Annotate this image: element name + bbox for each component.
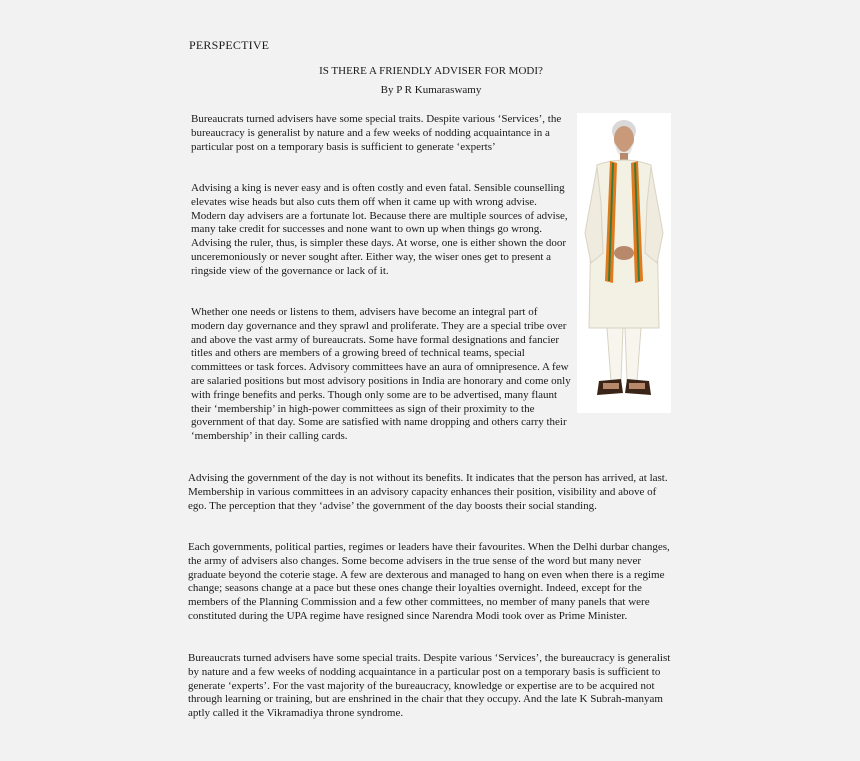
paragraph-4: Advising the government of the day is not without its benefits. It indicates that the person has arrived, at last. Membership in various committees in an advisory capacity enhances their position, visibility and above of ego. The perception that they ‘advise’ the government of the day boosts their social standing. — [188, 472, 668, 512]
article-title: IS THERE A FRIENDLY ADVISER FOR MODI? — [319, 65, 543, 77]
paragraph-1: Bureaucrats turned advisers have some special traits. Despite various ‘Services’, the bureaucracy is generalist by nature and a few weeks of nodding acquaintance in a particular post on a temporary basis is sufficient to generate ‘experts’ — [191, 113, 562, 153]
article-byline: By P R Kumaraswamy — [380, 84, 482, 96]
paragraph-5: Each governments, political parties, regimes or leaders have their favourites. When the Delhi durbar changes, the army of advisers also changes. Some become advisers in the true sense of the word but many never graduate beyond the coterie stage. A few are dexterous and managed to hang on even when there is a regime change; seasons change at a pace but these ones change their loyalties overnight. Indeed, except for the members of the Planning Commission and a few other committees, no member of many panels that were constituted during the UPA regime have resigned since Narendra Modi took over as Prime Minister. — [188, 541, 670, 622]
paragraph-6: Bureaucrats turned advisers have some special traits. Despite various ‘Services’, the bureaucracy is generalist by nature and a few weeks of nodding acquaintance in a particular post on a temporary basis is sufficient to generate ‘experts’. For the vast majority of the bureaucracy, knowledge or expertise are to be acquired not through learning or training, but are enshrined in the chair that they occupy. And the late K Subrah-manyam aptly called it the Vikramadiya throne syndrome. — [188, 652, 671, 720]
paragraph-2: Advising a king is never easy and is often costly and even fatal. Sensible counselling elevates wise heads but also cuts them off when it came up with wrong advise. Modern day advisers are a fortunate lot. Because there are multiple sources of advise, many take credit for successes and none want to own up when things go wrong. Advising the ruler, thus, is simpler these days. At worse, one is either shown the door unceremoniously or never sought after. Either way, the wiser ones get to present a ringside view of the governance or lack of it. — [191, 182, 568, 277]
section-label: PERSPECTIVE — [189, 38, 270, 52]
standing-man-figure — [577, 113, 671, 413]
portrait-photo — [577, 113, 671, 413]
paragraph-3: Whether one needs or listens to them, advisers have become an integral part of modern day governance and they sprawl and proliferate. They are a special tribe over and above the vast army of bureaucrats. Some have formal designations and fancier titles and others are members of a growing breed of technical teams, special committees or task forces. Advisory committees have an aura of omnipresence. A few are salaried positions but most advisory positions in India are honorary and come only with fringe benefits and perks. Though only some are to be advertised, many flaunt their ‘membership’ in high-power committees as sign of their proximity to the government of that day. Some are satisfied with name dropping and others carry their ‘membership’ in their calling cards. — [191, 306, 571, 443]
